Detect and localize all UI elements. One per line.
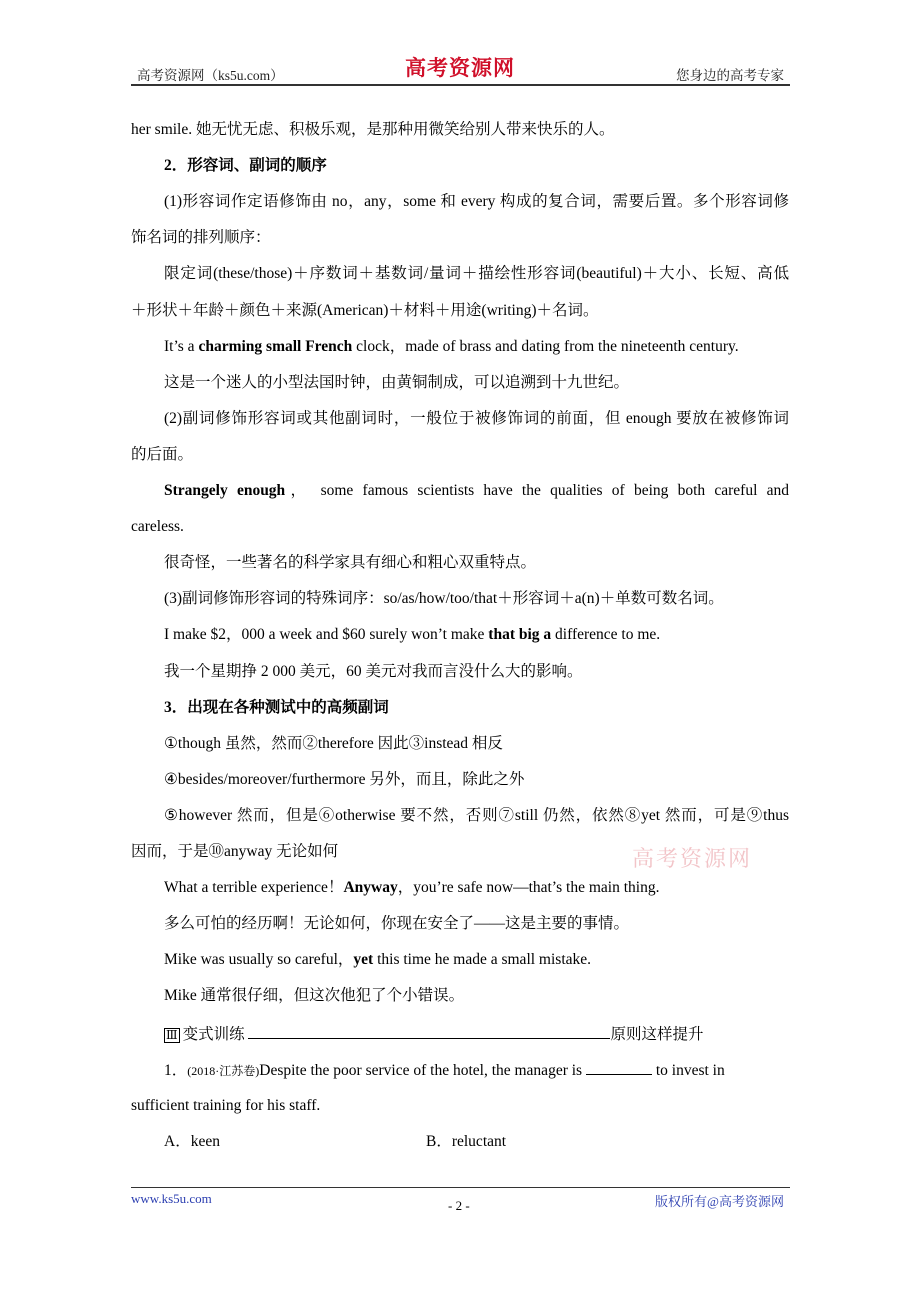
page-number: - 2 - bbox=[448, 1198, 470, 1213]
section-title: 变式训练 bbox=[182, 1026, 245, 1043]
text-segment: Mike 通常很仔细，但这次他犯了个小错误。 bbox=[164, 987, 465, 1005]
bold-text: Anyway bbox=[343, 879, 398, 897]
text-segment: 多么可怕的经历啊！无论如何，你现在安全了——这是主要的事情。 bbox=[164, 915, 630, 933]
footer-rule bbox=[131, 1187, 790, 1188]
text-segment: 的后面。 bbox=[131, 445, 194, 463]
header-rule bbox=[131, 84, 790, 86]
text-line bbox=[164, 264, 789, 284]
question-text-cont: to invest in bbox=[651, 1062, 725, 1079]
question-1-line2: sufficient training for his staff. bbox=[131, 1097, 321, 1114]
text-segment: this time he made a small mistake. bbox=[373, 951, 592, 969]
option-b: B．reluctant bbox=[426, 1133, 507, 1150]
answer-blank bbox=[586, 1060, 652, 1075]
text-segment: her smile. 她无忧无虑、积极乐观，是那种用微笑给别人带来快乐的人。 bbox=[131, 121, 615, 138]
watermark: 高考资源网 bbox=[632, 846, 753, 871]
text-line bbox=[164, 481, 789, 501]
footer-url[interactable]: www.ks5u.com bbox=[131, 1191, 212, 1206]
text-segment: ＋形状＋年龄＋颜色＋来源(American)＋材料＋用途(writing)＋名词。 bbox=[131, 301, 599, 319]
text-line bbox=[164, 698, 789, 718]
text-segment: 饰名词的排列顺序： bbox=[131, 229, 271, 247]
section-number-box: Ⅲ bbox=[166, 1028, 178, 1042]
text-line bbox=[164, 409, 789, 429]
bold-text: charming small French bbox=[198, 337, 353, 355]
text-segment: It’s a bbox=[164, 337, 199, 355]
text-segment: 因而，于是⑩anyway 无论如何 bbox=[131, 843, 339, 860]
text-segment: ④besides/moreover/furthermore 另外，而且，除此之外 bbox=[164, 770, 525, 788]
text-segment: ⑤however 然而，但是⑥otherwise 要不然，否则⑦still 仍然，依然⑧yet 然而，可是⑨thus bbox=[164, 806, 789, 824]
text-segment: clock，made of brass and dating from the nineteenth century. bbox=[352, 337, 739, 355]
heading-underline bbox=[248, 1024, 610, 1039]
bold-text: 3．出现在各种测试中的高频副词 bbox=[164, 698, 389, 716]
text-line bbox=[164, 662, 789, 682]
text-segment: (1)形容词作定语修饰由 no，any，some 和 every 构成的复合词，需要后置。多个形容词修 bbox=[164, 193, 789, 211]
section-heading bbox=[164, 1024, 789, 1045]
text-segment: careless. bbox=[131, 518, 184, 536]
text-segment: ， some famous scientists have the qualities of being both careful and bbox=[285, 482, 789, 499]
text-line bbox=[131, 120, 789, 140]
question-source: (2018·江苏卷) bbox=[187, 1064, 260, 1078]
text-segment: 我一个星期挣 2 000 美元，60 美元对我而言没什么大的影响。 bbox=[164, 662, 583, 680]
text-line bbox=[164, 553, 789, 573]
text-segment: Mike was usually so careful， bbox=[164, 951, 354, 969]
header-site-name: 高考资源网（ks5u.com） bbox=[137, 68, 284, 83]
option-a: A．keen bbox=[164, 1133, 220, 1150]
question-1 bbox=[164, 1060, 789, 1081]
text-line bbox=[131, 445, 789, 465]
text-segment: I make $2，000 a week and $60 surely won’t make bbox=[164, 626, 489, 644]
text-line bbox=[164, 625, 789, 645]
question-number: 1． bbox=[164, 1062, 188, 1079]
text-line bbox=[131, 228, 789, 248]
text-segment: 很奇怪，一些著名的科学家具有细心和粗心双重特点。 bbox=[164, 554, 537, 572]
bold-text: yet bbox=[353, 951, 374, 969]
header-slogan: 您身边的高考专家 bbox=[676, 68, 784, 83]
text-segment: (3)副词修饰形容词的特殊词序：so/as/how/too/that＋形容词＋a(n)＋单数可数名词。 bbox=[164, 590, 724, 608]
text-segment: 限定词(these/those)＋序数词＋基数词/量词＋描绘性形容词(beautiful)＋大小、长短、高低 bbox=[164, 265, 789, 283]
text-line bbox=[164, 589, 789, 609]
bold-text: Strangely enough bbox=[164, 482, 286, 499]
question-text: Despite the poor service of the hotel, the manager is bbox=[259, 1062, 586, 1079]
text-line bbox=[164, 156, 789, 176]
text-segment: ，you’re safe now—that’s the main thing. bbox=[397, 879, 660, 897]
text-line bbox=[164, 770, 789, 790]
text-line bbox=[164, 192, 789, 212]
text-segment: difference to me. bbox=[551, 626, 661, 644]
text-line bbox=[164, 914, 789, 934]
text-line bbox=[164, 806, 789, 826]
text-line bbox=[164, 986, 789, 1006]
text-segment: What a terrible experience！ bbox=[164, 879, 344, 897]
site-logo: 高考资源网 bbox=[405, 55, 515, 80]
section-subtitle: 原则这样提升 bbox=[610, 1026, 704, 1043]
bold-text: that big a bbox=[488, 626, 552, 644]
text-segment: (2)副词修饰形容词或其他副词时，一般位于被修饰词的前面，但 enough 要放在被修饰词 bbox=[164, 409, 789, 427]
text-line bbox=[131, 301, 789, 321]
text-line bbox=[131, 517, 789, 537]
text-segment: 这是一个迷人的小型法国时钟，由黄铜制成，可以追溯到十九世纪。 bbox=[164, 373, 630, 391]
text-line bbox=[164, 734, 789, 754]
footer-copyright: 版权所有@高考资源网 bbox=[655, 1194, 784, 1209]
bold-text: 2．形容词、副词的顺序 bbox=[164, 157, 327, 175]
text-line bbox=[164, 878, 789, 898]
text-line bbox=[164, 337, 789, 357]
text-line bbox=[164, 950, 789, 970]
text-segment: ①though 虽然，然而②therefore 因此③instead 相反 bbox=[164, 734, 503, 752]
text-line bbox=[164, 373, 789, 393]
text-line bbox=[131, 842, 789, 862]
